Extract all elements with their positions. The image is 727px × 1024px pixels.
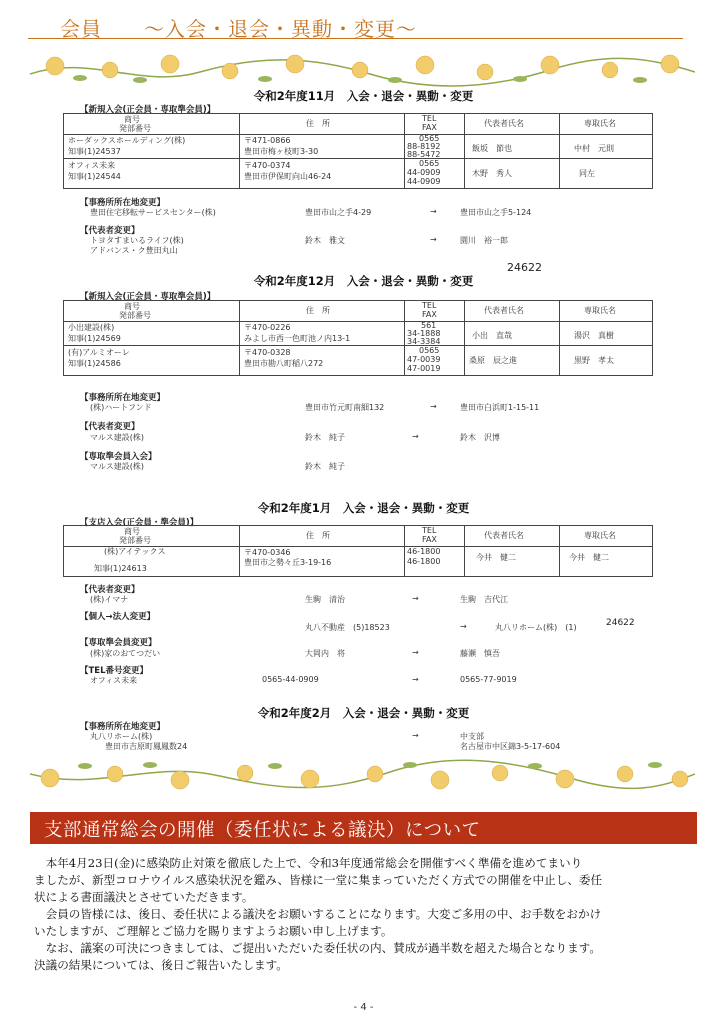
cell-zip: 〒470-0226 [244,323,291,332]
col-rep: 代表者氏名 [484,531,524,540]
entry-from: 0565-44-0909 [262,675,319,684]
entry-to: 豊田市山之手5-124 [460,208,532,217]
cell-staff: 黒野 孝太 [574,356,614,365]
cell-fax: 46-1800 [407,557,441,566]
table-row: ホーダックスホールディング(株) [68,136,186,145]
cell-addr: 豊田市勘八町稲八272 [244,359,324,368]
col-addr: 住 所 [306,531,330,540]
notice-body [34,855,700,974]
col-name: 商号 [124,302,140,311]
table-dec [63,300,653,376]
section-heading-jan: 令和2年度1月 入会・退会・異動・変更 [257,501,470,515]
table-row: (有)アルミオーレ [68,348,130,357]
cell-staff: 中村 元則 [574,144,614,153]
arrow: → [430,235,437,244]
paragraph-line: 決議の結果については、後日ご報告いたします。 [34,958,288,972]
entry-name: (株)家のおてつだい [90,649,161,658]
category-label: 【専取準会員変更】 [80,638,157,648]
table-jan [63,525,653,577]
handwritten-number: 24622 [606,618,635,628]
cell-no: 知事(1)24544 [68,172,121,181]
paragraph-line: 状による書面議決とさせていただきます。 [34,890,254,904]
col-fax: FAX [422,310,437,319]
cell-rep: 飯坂 節也 [472,144,512,153]
entry-to: 名古屋市中区錦3-5-17-604 [460,742,561,751]
cell-tel: 0565 [419,159,440,168]
col-rep: 代表者氏名 [484,119,524,128]
col-rep: 代表者氏名 [484,306,524,315]
entry-to: 中支部 [460,732,484,741]
category-label: 【専取準会員入会】 [80,452,157,462]
arrow: → [412,731,419,740]
cell-fax: 44-0909 [407,177,441,186]
entry-from: 丸八不動産 (5)18523 [305,623,390,632]
category-label: 【事務所所在地変更】 [80,722,166,732]
col-staff: 専取氏名 [584,119,616,128]
entry-to: 鈴木 沢博 [460,433,500,442]
col-fax: FAX [422,123,437,132]
category-label: 【事務所所在地変更】 [80,198,166,208]
col-fax: FAX [422,535,437,544]
page-number: - 4 - [353,1002,374,1013]
cell-rep: 小出 直哉 [472,331,512,340]
paragraph-line: ましたが、新型コロナウイルス感染状況を鑑み、皆様に一堂に集まっていただく方式での開催を中止し、委任 [34,873,603,887]
entry-to: 丸八リホーム(株) (1) [495,623,577,632]
cell-tel: 0565 [419,346,440,355]
table-row: (株)アイテックス [104,547,166,556]
category-label: 【個人→法人変更】 [80,612,156,622]
category-label: 【代表者変更】 [80,422,140,432]
entry-from: 生駒 清治 [305,595,345,604]
cell-rep: 桑原 辰之進 [469,356,517,365]
entry-from: 鈴木 雅文 [305,236,345,245]
cell-fax: 34-1888 [407,329,441,338]
col-sub: 発部番号 [119,536,151,545]
entry-to: 園川 裕一郎 [460,236,508,245]
category-label: 【新規入会(正会員・専取準会員)】 [80,105,216,115]
col-name: 商号 [124,527,140,536]
page-title: 会員 ～入会・退会・異動・変更～ [60,17,417,41]
col-sub: 発部番号 [119,311,151,320]
col-name: 商号 [124,115,140,124]
entry-from: 豊田市吉原町鳳鳳数24 [105,742,188,751]
section-banner [30,812,697,844]
cell-no: 知事(1)24613 [94,564,147,573]
paragraph-line: 会員の皆様には、後日、委任状による議決をお願いすることになります。大変ご多用の中、お手数をおかけ [45,907,602,921]
cell-fax: 47-0039 [407,355,441,364]
cell-staff: 今井 健二 [569,553,609,562]
col-tel: TEL [422,114,437,123]
table-row: オフィス未来 [68,161,116,170]
cell-no: 知事(1)24569 [68,334,121,343]
cell-no: 知事(1)24537 [68,147,121,156]
entry-name: オフィス未来 [90,676,138,685]
cell-fax: 88-8192 [407,142,441,151]
cell-zip: 〒470-0346 [244,548,291,557]
arrow: → [430,207,437,216]
arrow: → [460,622,467,631]
category-label: 【代表者変更】 [80,585,140,595]
entry-person: 鈴木 純子 [305,462,345,471]
category-label: 【TEL番号変更】 [80,666,149,676]
paragraph-line: いたしますが、ご理解とご協力を賜りますようお願い申し上げます。 [34,924,393,938]
arrow: → [412,675,419,684]
handwritten-number: 24622 [507,261,542,274]
entry-name: マルス建設(株) [90,462,145,471]
cell-zip: 〒471-0866 [244,136,291,145]
cell-zip: 〒470-0374 [244,161,291,170]
entry-name: 豊田住宅移転サービスセンター(株) [90,208,216,217]
cell-addr: 豊田市之勢々丘3-19-16 [244,558,332,567]
cell-rep: 木野 秀人 [472,169,512,178]
cell-fax: 34-3384 [407,337,441,346]
entry-from: 鈴木 純子 [305,433,345,442]
entry-name: トヨタすまいるライフ(株) [90,236,184,245]
section-heading-dec: 令和2年度12月 入会・退会・異動・変更 [253,274,474,288]
cell-staff: 湯沢 真樹 [574,331,614,340]
cell-staff: 同左 [579,169,595,178]
table-row: 小出建設(株) [68,323,115,332]
entry-name: (株)ハートフンド [90,403,152,412]
arrow: → [412,594,419,603]
entry-from: 豊田市山之手4-29 [305,208,372,217]
paragraph-line: なお、議案の可決につきましては、ご提出いただいた委任状の内、賛成が過半数を超えた場合となります。 [45,941,601,955]
cell-tel: 561 [421,321,437,330]
cell-addr: 豊田市梅ヶ枝町3-30 [244,147,319,156]
entry-to: 生駒 吉代江 [460,595,508,604]
category-label: 【支店入会(正会員・準会員)】 [80,518,199,528]
col-staff: 専取氏名 [584,306,616,315]
col-sub: 発部番号 [119,124,151,133]
title-rule [28,38,683,39]
flower-vine-top [30,44,695,92]
cell-tel: 0565 [419,134,440,143]
col-addr: 住 所 [306,306,330,315]
section-heading-nov: 令和2年度11月 入会・退会・異動・変更 [253,89,474,103]
category-label: 【代表者変更】 [80,226,140,236]
cell-fax: 88-5472 [407,150,441,159]
col-addr: 住 所 [306,119,330,128]
cell-addr: 豊田市伊保町向山46-24 [244,172,332,181]
col-tel: TEL [422,526,437,535]
arrow: → [430,402,437,411]
entry-to: 豊田市白浜町1-15-11 [460,403,540,412]
cell-fax: 46-1800 [407,547,441,556]
category-label: 【新規入会(正会員・専取準会員)】 [80,292,216,302]
entry-name: (株)イマナ [90,595,129,604]
cell-fax: 44-0909 [407,168,441,177]
flower-vine-bottom [30,752,695,800]
cell-zip: 〒470-0328 [244,348,291,357]
entry-to: 藤瀬 慎吾 [460,649,500,658]
banner-title: 支部通常総会の開催（委任状による議決）について [44,820,481,841]
table-nov [63,113,653,189]
col-staff: 専取氏名 [584,531,616,540]
arrow: → [412,648,419,657]
col-tel: TEL [422,301,437,310]
entry-name: アドバンス・ク豊田丸山 [90,246,178,255]
entry-to: 0565-77-9019 [460,675,517,684]
section-heading-feb: 令和2年度2月 入会・退会・異動・変更 [257,706,470,720]
cell-fax: 47-0019 [407,364,441,373]
cell-addr: みよし市西一色町池ノ内13-1 [244,334,351,343]
cell-no: 知事(1)24586 [68,359,121,368]
cell-rep: 今井 健二 [476,553,516,562]
entry-from: 豊田市竹元町南細132 [305,403,385,412]
entry-from: 大岡内 将 [305,649,345,658]
category-label: 【事務所所在地変更】 [80,393,166,403]
paragraph-line: 本年4月23日(金)に感染防止対策を徹底した上で、令和3年度通常総会を開催すべく準備を進めてまいり [45,856,583,870]
entry-name: マルス建設(株) [90,433,145,442]
entry-name: 丸八リホーム(株) [90,732,153,741]
arrow: → [412,432,419,441]
